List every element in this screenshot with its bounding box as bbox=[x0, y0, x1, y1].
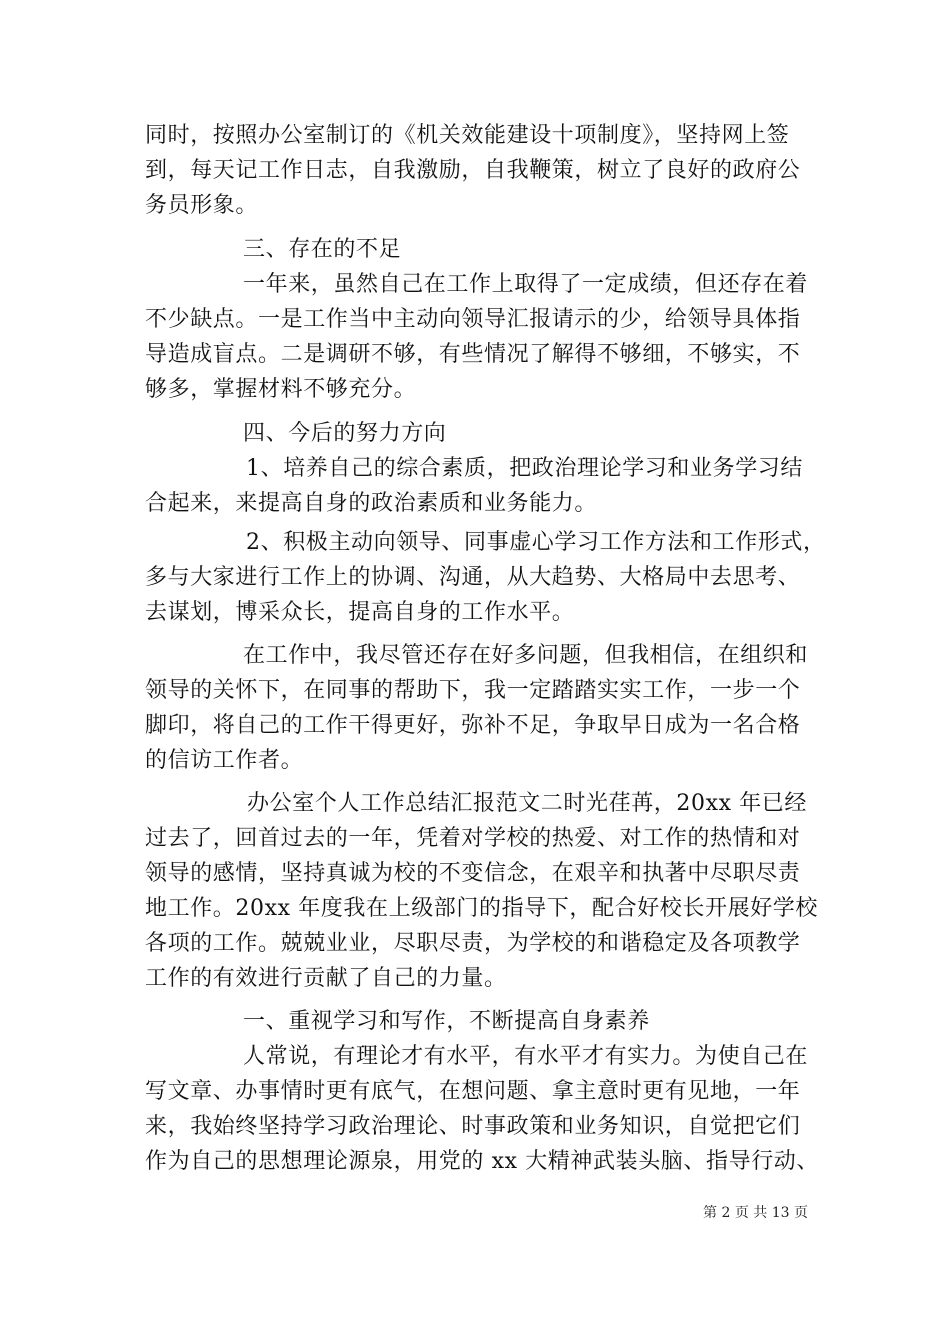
text-line: 一年来，虽然自己在工作上取得了一定成绩，但还存在着 bbox=[243, 272, 809, 297]
text-line: 去谋划，博采众长，提高自身的工作水平。 bbox=[145, 600, 575, 625]
text-line: 各项的工作。兢兢业业，尽职尽责，为学校的和谐稳定及各项教学 bbox=[145, 931, 801, 956]
text-line: 的信访工作者。 bbox=[145, 748, 304, 773]
text-line: 多与大家进行工作上的协调、沟通，从大趋势、大格局中去思考、 bbox=[145, 565, 801, 590]
text-line: 领导的感情，坚持真诚为校的不变信念，在艰辛和执著中尽职尽责 bbox=[145, 861, 801, 886]
text-line: 在工作中，我尽管还存在好多问题，但我相信，在组织和 bbox=[243, 643, 809, 668]
section-heading: 三、存在的不足 bbox=[243, 237, 402, 262]
text-line: 工作的有效进行贡献了自己的力量。 bbox=[145, 966, 507, 991]
text-line: 够多，掌握材料不够充分。 bbox=[145, 377, 417, 402]
text-line: 地工作。20xx 年度我在上级部门的指导下，配合好校长开展好学校 bbox=[145, 896, 819, 921]
text-line: 过去了，回首过去的一年，凭着对学校的热爱、对工作的热情和对 bbox=[145, 826, 801, 851]
section-heading: 四、今后的努力方向 bbox=[243, 421, 447, 446]
text-line: 不少缺点。一是工作当中主动向领导汇报请示的少，给领导具体指 bbox=[145, 307, 801, 332]
text-line: 办公室个人工作总结汇报范文二时光荏苒，20xx 年已经 bbox=[247, 791, 808, 816]
text-line: 到，每天记工作日志，自我激励，自我鞭策，树立了良好的政府公 bbox=[145, 158, 801, 183]
text-line: 作为自己的思想理论源泉，用党的 xx 大精神武装头脑、指导行动、 bbox=[145, 1149, 820, 1174]
section-heading: 一、重视学习和写作，不断提高自身素养 bbox=[243, 1009, 650, 1034]
page-number: 第 2 页 共 13 页 bbox=[703, 1205, 808, 1221]
text-line: 脚印，将自己的工作干得更好，弥补不足，争取早日成为一名合格 bbox=[145, 713, 801, 738]
text-line: 合起来，来提高自身的政治素质和业务能力。 bbox=[145, 491, 598, 516]
text-line: 领导的关怀下，在同事的帮助下，我一定踏踏实实工作，一步一个 bbox=[145, 678, 801, 703]
list-item: 1、培养自己的综合素质，把政治理论学习和业务学习结 bbox=[246, 456, 803, 481]
text-line: 务员形象。 bbox=[145, 193, 259, 218]
list-item: 2、积极主动向领导、同事虚心学习工作方法和工作形式， bbox=[246, 530, 826, 555]
text-line: 人常说，有理论才有水平，有水平才有实力。为使自己在 bbox=[243, 1044, 809, 1069]
text-line: 同时，按照办公室制订的《机关效能建设十项制度》，坚持网上签 bbox=[145, 123, 790, 148]
text-line: 写文章、办事情时更有底气，在想问题、拿主意时更有见地，一年 bbox=[145, 1079, 801, 1104]
text-line: 来，我始终坚持学习政治理论、时事政策和业务知识，自觉把它们 bbox=[145, 1114, 801, 1139]
text-line: 导造成盲点。二是调研不够，有些情况了解得不够细，不够实，不 bbox=[145, 342, 801, 367]
